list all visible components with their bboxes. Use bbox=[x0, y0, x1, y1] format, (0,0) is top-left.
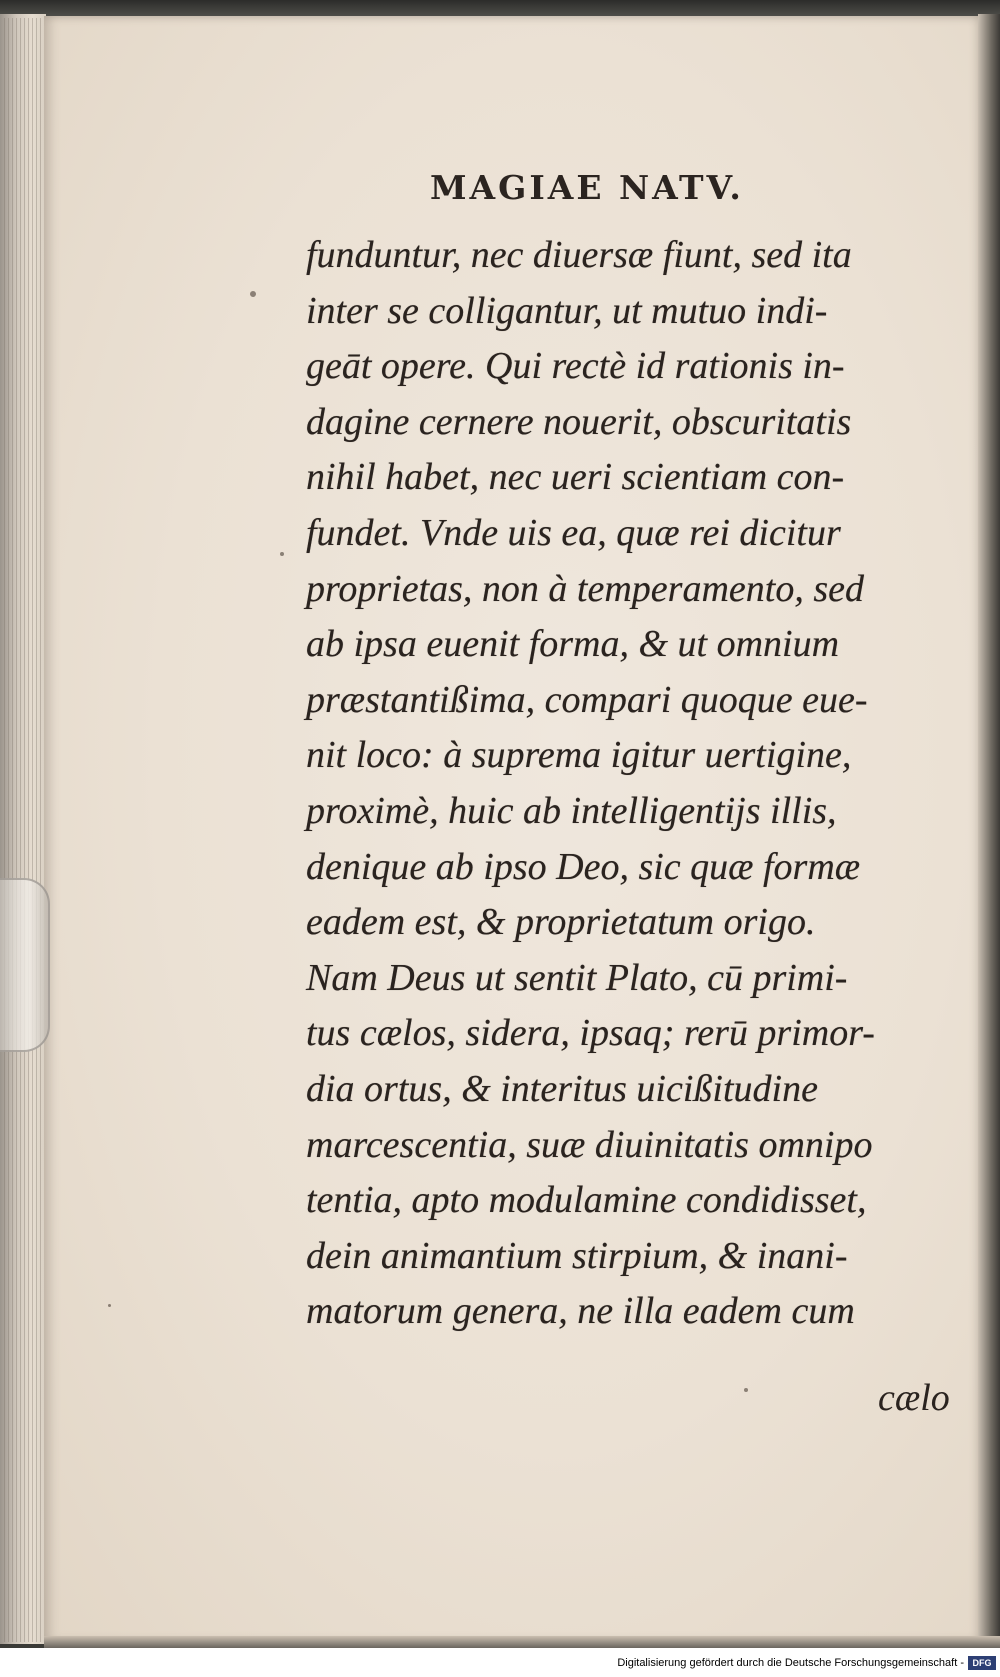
text-line: funduntur, nec diuersæ fiunt, sed ita bbox=[306, 234, 852, 276]
catchword: cælo bbox=[878, 1377, 950, 1419]
footer-bar bbox=[0, 1648, 1000, 1677]
text-line: fundet. Vnde uis ea, quæ rei dicitur bbox=[306, 511, 841, 554]
scan-bottom-border bbox=[44, 1636, 1000, 1648]
text-line: dein animantium stirpium, & inani- bbox=[306, 1234, 848, 1277]
text-line: denique ab ipso Deo, sic quæ formæ bbox=[306, 845, 861, 888]
paper-speck bbox=[280, 552, 284, 556]
running-head: MAGIAE NATV. bbox=[430, 168, 744, 207]
text-line: dagine cernere nouerit, obscuritatis bbox=[306, 400, 852, 443]
dfg-logo: DFG bbox=[968, 1656, 996, 1670]
page-clip bbox=[0, 878, 50, 1052]
text-line: marcescentia, suæ diuinitatis omnipo bbox=[306, 1123, 873, 1166]
footer-credit: Digitalisierung gefördert durch die Deutsche Forschungsgemeinschaft - bbox=[617, 1657, 964, 1669]
text-line: matorum genera, ne illa eadem cum bbox=[306, 1290, 855, 1333]
text-line: inter se colligantur, ut mutuo indi- bbox=[306, 289, 828, 332]
text-line: nit loco: à suprema igitur uertigine, bbox=[306, 734, 852, 777]
text-line: ab ipsa euenit forma, & ut omnium bbox=[306, 623, 840, 666]
paper-speck bbox=[108, 1304, 111, 1307]
text-line: dia ortus, & interitus uicißitudine bbox=[306, 1067, 818, 1110]
text-line: tentia, apto modulamine condidisset, bbox=[306, 1179, 867, 1222]
text-line: nihil habet, nec ueri scientiam con- bbox=[306, 456, 845, 499]
text-line: tus cælos, sidera, ipsaq; rerū primor- bbox=[306, 1012, 875, 1055]
text-line: geāt opere. Qui rectè id rationis in- bbox=[306, 345, 845, 388]
body-text bbox=[306, 228, 946, 1340]
page-stack-edges bbox=[4, 18, 48, 1642]
text-line: proximè, huic ab intelligentijs illis, bbox=[306, 789, 837, 832]
text-line: Nam Deus ut sentit Plato, cū primi- bbox=[306, 956, 848, 999]
text-line: eadem est, & proprietatum origo. bbox=[306, 901, 816, 944]
paper-speck bbox=[744, 1388, 748, 1392]
text-line: proprietas, non à temperamento, sed bbox=[306, 567, 864, 610]
paper-speck bbox=[250, 291, 256, 297]
text-line: præstantißima, compari quoque eue- bbox=[306, 678, 868, 721]
scan-right-border bbox=[978, 14, 1000, 1648]
